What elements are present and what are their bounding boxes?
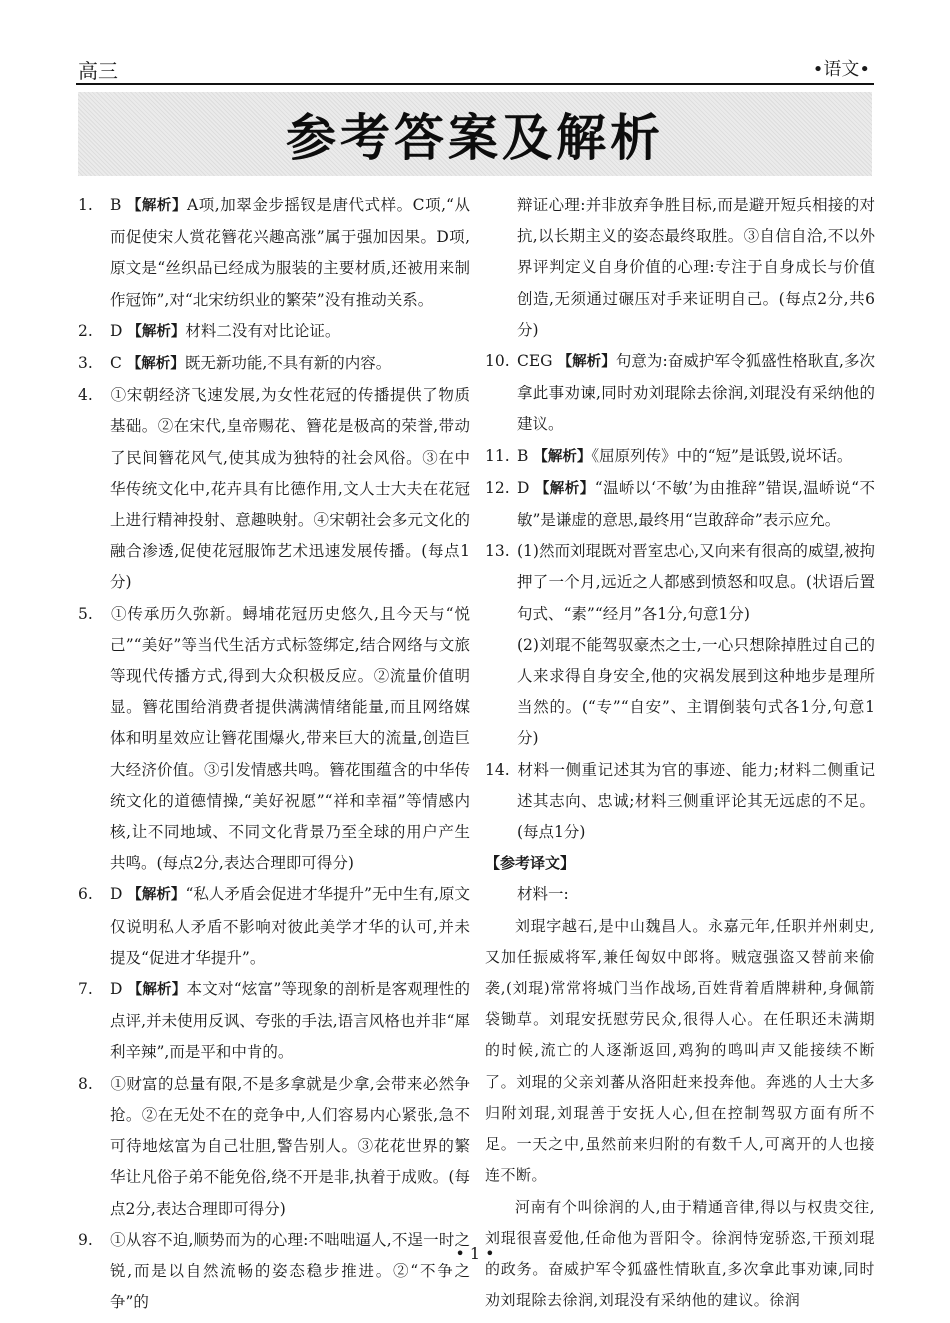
answer-item-9-continued: 辩证心理:并非放弃争胜目标,而是避开短兵相接的对抗,以长期主义的姿态最终取胜。③自信自洽,不以外界评判定义自身价值的心理:专注于自身成长与价值创造,无须通过碾压对手来证明自己。(每点2分,共6分) (517, 196, 875, 339)
answer-letter: C (110, 354, 122, 373)
item-text: 材料二没有对比论证。 (185, 321, 341, 340)
item-text: ①传承历久弥新。蟳埔花冠历史悠久,且今天与“悦己”“美好”等当代生活方式标签绑定,结合网络与文旅等现代传播方式,得到大众积极反应。②流量价值明显。簪花围给消费者提供满满情绪能量,而且网络媒体和明星效应让簪花围爆火,带来巨大的流量,创造巨大经济价值。③引发情感共鸣。簪花围蕴含的中华传统文化的道德情操,“美好祝愿”“祥和幸福”等情感内核,让不同地域、不同文化背景乃至全球的用户产生共鸣。(每点2分,表达合理即可得分) (110, 604, 470, 873)
item-text: 句意为:奋威护军令狐盛性格耿直,多次拿此事劝谏,同时劝刘琨除去徐润,刘琨没有采纳他的建议。 (517, 352, 876, 434)
item-number: 10. (485, 352, 510, 371)
right-column (485, 190, 875, 1316)
answer-item-13-part2: (2)刘琨不能驾驭豪杰之士,一心只想除掉胜过自己的人来求得自身安全,他的灾祸发展到这种地步是理所当然的。(“专”“自安”、主谓倒装句式各1分,句意1分) (517, 635, 875, 748)
left-column (78, 190, 470, 1318)
item-text: A项,加翠金步摇钗是唐代式样。C项,“从而促使宋人赏花簪花兴趣高涨”属于强加因果。D项,原文是“丝织品已经成为服装的主要材质,还被用来制作冠饰”,对“北宋纺织业的繁荣”没有推动关系。 (110, 196, 470, 309)
answer-item-10 (485, 346, 875, 441)
item-text: 本文对“炫富”等现象的剖析是客观理性的点评,并未使用反讽、夸张的手法,语言风格也并非“犀利辛辣”,而是平和中肯的。 (110, 980, 470, 1062)
analysis-tag: 【解析】 (126, 356, 185, 373)
item-number: 2. (78, 321, 93, 340)
answer-letter: D (517, 478, 530, 497)
analysis-tag: 【解析】 (534, 480, 595, 497)
item-text: ①财富的总量有限,不是多拿就是少拿,会带来必然争抢。②在无处不在的竞争中,人们容易内心紧张,急不可待地炫富为自己壮胆,警告别人。③花花世界的繁华让凡俗子弟不能免俗,绕不开是非,执着于成败。(每点2分,表达合理即可得分) (110, 1074, 470, 1218)
item-text: ①宋朝经济飞速发展,为女性花冠的传播提供了物质基础。②在宋代,皇帝赐花、簪花是极高的荣誉,带动了民间簪花风气,使其成为独特的社会风俗。③在中华传统文化中,花卉具有比德作用,文人士大夫在花冠上进行精神投射、意趣映射。④宋朝社会多元文化的融合渗透,促使花冠服饰艺术迅速发展传播。(每点1分) (110, 386, 470, 592)
analysis-tag: 【解析】 (127, 982, 187, 999)
item-number: 5. (78, 604, 93, 623)
answer-item-4 (78, 380, 470, 598)
answer-item-9 (78, 1225, 470, 1319)
item-text: ①从容不迫,顺势而为的心理:不咄咄逼人,不逞一时之锐,而是以自然流畅的姿态稳步推进。②“不争之争”的 (110, 1230, 470, 1312)
analysis-tag: 【解析】 (126, 198, 188, 214)
answer-letter: D (110, 980, 123, 999)
item-number: 8. (78, 1074, 93, 1093)
analysis-tag: 【解析】 (533, 448, 592, 465)
item-text: “私人矛盾会促进才华提升”无中生有,原文仅说明私人矛盾不影响对彼此美学才华的认可,并未提及“促进才华提升”。 (110, 885, 471, 967)
answer-item-7 (78, 974, 470, 1069)
answer-item-1 (78, 190, 470, 316)
translation-paragraph-1: 刘琨字越石,是中山魏昌人。永嘉元年,任职并州刺史,又加任振威将军,兼任匈奴中郎将。贼寇强盗又替前来偷袭,(刘琨)常常将城门当作战场,百姓背着盾牌耕种,身佩箭袋锄草。刘琨安抚慰劳民众,很得人心。在任职还未满期的时候,流亡的人逐渐返回,鸡狗的鸣叫声又能接续不断了。刘琨的父亲刘蕃从洛阳赶来投奔他。奔逃的人士大多归附刘琨,刘琨善于安抚人心,但在控制驾驭方面有所不足。一天之中,虽然前来归附的有数千人,可离开的人也接连不断。 (485, 916, 875, 1185)
item-number: 14. (485, 760, 510, 779)
answer-item-11 (485, 441, 875, 473)
translation-heading: 【参考译文】 (485, 854, 576, 873)
item-text: 材料一侧重记述其为官的事迹、能力;材料二侧重记述其志向、忠诚;材料三侧重评论其无远虑的不足。(每点1分) (517, 760, 875, 842)
title-banner (78, 92, 872, 176)
answer-item-6 (78, 879, 470, 974)
answer-letter: B (110, 196, 122, 214)
analysis-tag: 【解析】 (127, 323, 186, 340)
item-text: “温峤以‘不敏’为由推辞”错误,温峤说“不敏”是谦虚的意思,最终用“岂敢辞命”表示应允。 (517, 478, 875, 530)
item-text: (1)然而刘琨既对晋室忠心,又向来有很高的威望,被拘押了一个月,远近之人都感到愤怒和叹息。(状语后置句式、“素”“经月”各1分,句意1分) (517, 542, 875, 623)
answer-item-8 (78, 1069, 470, 1225)
answer-item-3 (78, 348, 470, 380)
item-number: 9. (78, 1230, 93, 1249)
analysis-tag: 【解析】 (127, 887, 186, 904)
answer-item-12 (485, 473, 875, 536)
answer-letter: D (110, 321, 123, 340)
analysis-tag: 【解析】 (557, 354, 616, 371)
header-rule (76, 83, 874, 85)
item-text: 既无新功能,不具有新的内容。 (184, 354, 392, 373)
answer-item-14 (485, 755, 875, 849)
header-grade: 高三 (78, 59, 118, 83)
answer-letter: D (110, 885, 123, 904)
answer-item-2 (78, 316, 470, 348)
item-number: 11. (485, 446, 510, 465)
item-number: 3. (78, 354, 93, 373)
answer-item-5 (78, 599, 470, 880)
answer-item-13-part1 (485, 536, 875, 630)
item-number: 6. (78, 885, 93, 904)
answer-letter: B (517, 446, 529, 465)
item-number: 1. (78, 196, 93, 214)
answer-letter: CEG (517, 352, 553, 371)
translation-subheading: 材料一: (517, 885, 569, 904)
header-subject: •语文• (812, 59, 870, 80)
item-text: 《屈原列传》中的“短”是诋毁,说坏话。 (591, 446, 853, 465)
item-number: 7. (78, 980, 93, 999)
item-number: 12. (485, 478, 510, 497)
item-number: 4. (78, 386, 93, 405)
page-title: 参考答案及解析 (286, 109, 664, 167)
translation-paragraph-2: 河南有个叫徐润的人,由于精通音律,得以与权贵交往,刘琨很喜爱他,任命他为晋阳令。徐润恃宠骄恣,干预刘琨的政务。奋威护军令狐盛性情耿直,多次拿此事劝谏,同时劝刘琨除去徐润,刘琨没有采纳他的建议。徐润 (485, 1197, 875, 1310)
page-number: • 1 • (455, 1244, 495, 1263)
item-number: 13. (485, 542, 510, 561)
